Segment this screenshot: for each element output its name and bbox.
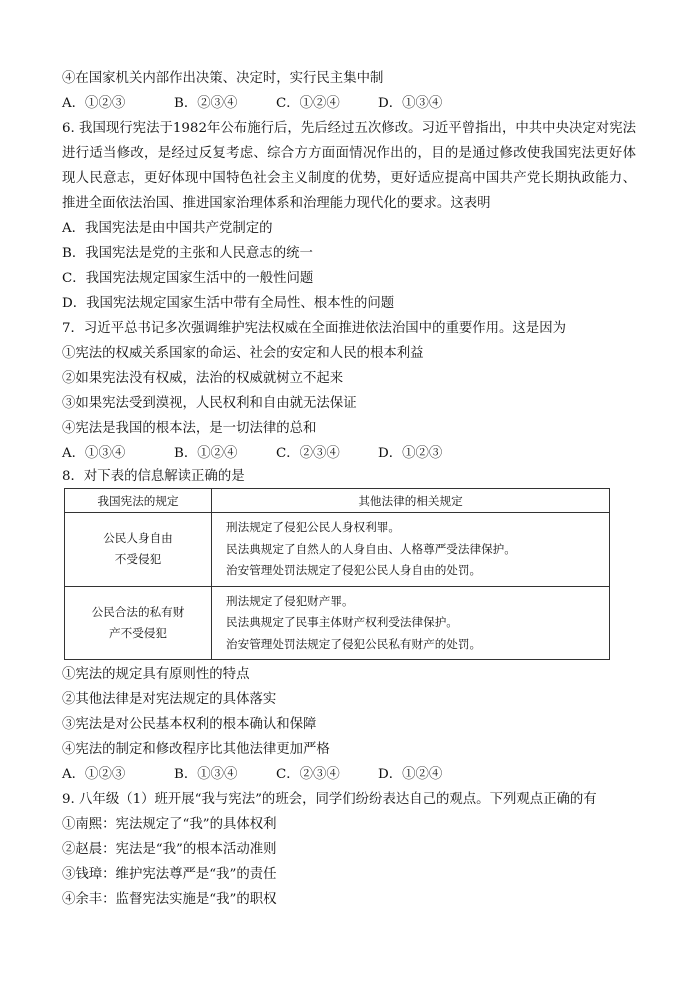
option-a: A．①③④ — [62, 446, 126, 461]
table-row — [65, 586, 610, 660]
table-cell-other-laws: 刑法规定了侵犯财产罪。 民法典规定了民事主体财产权利受法律保护。 治安管理处罚法规定了侵犯公民私有财产的处罚。 — [212, 586, 610, 660]
option-c: C．①②④ — [276, 96, 340, 111]
exam-page — [62, 66, 636, 912]
table-header-constitution: 我国宪法的规定 — [65, 489, 212, 513]
q9-item-1: ①南熙：宪法规定了“我”的具体权利 — [62, 817, 277, 832]
table-header-other-laws: 其他法律的相关规定 — [212, 489, 610, 513]
q7-options — [62, 441, 636, 466]
q9-item-4: ④余丰：监督宪法实施是“我”的职权 — [62, 892, 277, 907]
table-header-row — [65, 489, 610, 513]
q8-item-4: ④宪法的制定和修改程序比其他法律更加严格 — [62, 742, 330, 757]
table-cell-constitution: 公民人身自由 不受侵犯 — [65, 513, 212, 587]
option-a: A．①②③ — [62, 767, 126, 782]
option-d: D．①③④ — [378, 96, 443, 111]
q8-stem: 8．对下表的信息解读正确的是 — [62, 469, 245, 484]
q8-item-1: ①宪法的规定具有原则性的特点 — [62, 667, 250, 682]
law-comparison-table — [64, 488, 610, 660]
option-a: A．①②③ — [62, 96, 126, 111]
table-cell-other-laws: 刑法规定了侵犯公民人身权利罪。 民法典规定了自然人的人身自由、人格尊严受法律保护。 治安管理处罚法规定了侵犯公民人身自由的处罚。 — [212, 513, 610, 587]
q6-choice-d: D．我国宪法规定国家生活中带有全局性、根本性的问题 — [62, 296, 395, 311]
prev-item-4: ④在国家机关内部作出决策、决定时，实行民主集中制 — [62, 71, 384, 86]
table-cell-constitution: 公民合法的私有财 产不受侵犯 — [65, 586, 212, 660]
q9-item-2: ②赵晨：宪法是“我”的根本活动准则 — [62, 842, 277, 857]
q6-choice-b: B．我国宪法是党的主张和人民意志的统一 — [62, 246, 313, 261]
prev-options — [62, 91, 636, 116]
option-d: D．①②④ — [378, 767, 443, 782]
q6-stem: 6. 我国现行宪法于1982年公布施行后，先后经过五次修改。习近平曾指出，中共中央决定对宪法进行适当修改，是经过反复考虑、综合方方面面情况作出的，目的是通过修改使我国宪法更好体现人民意志，更好体现中国特色社会主义制度的优势，更好适应提高中国共产党长期执政能力、推进全面依法治国、推进国家治理体系和治理能力现代化的要求。这表明 — [62, 121, 636, 211]
q9-item-3: ③钱璋：维护宪法尊严是“我”的责任 — [62, 867, 277, 882]
option-d: D．①②③ — [378, 446, 443, 461]
q6-choice-c: C．我国宪法规定国家生活中的一般性问题 — [62, 271, 314, 286]
q8-item-3: ③宪法是对公民基本权利的根本确认和保障 — [62, 717, 317, 732]
option-b: B．②③④ — [174, 96, 238, 111]
q8-options — [62, 762, 636, 787]
table-row — [65, 513, 610, 587]
option-c: C．②③④ — [276, 767, 340, 782]
option-b: B．①③④ — [174, 767, 238, 782]
option-c: C．②③④ — [276, 446, 340, 461]
q7-item-1: ①宪法的权威关系国家的命运、社会的安定和人民的根本利益 — [62, 346, 424, 361]
q7-item-2: ②如果宪法没有权威，法治的权威就树立不起来 — [62, 371, 344, 386]
q7-stem: 7．习近平总书记多次强调维护宪法权威在全面推进依法治国中的重要作用。这是因为 — [62, 321, 566, 336]
q8-item-2: ②其他法律是对宪法规定的具体落实 — [62, 692, 277, 707]
q7-item-4: ④宪法是我国的根本法，是一切法律的总和 — [62, 421, 317, 436]
q6-choice-a: A．我国宪法是由中国共产党制定的 — [62, 221, 273, 236]
q9-stem: 9. 八年级（1）班开展“我与宪法”的班会，同学们纷纷表达自己的观点。下列观点正确的有 — [62, 792, 597, 807]
q7-item-3: ③如果宪法受到漠视，人民权利和自由就无法保证 — [62, 396, 357, 411]
option-b: B．①②④ — [174, 446, 238, 461]
